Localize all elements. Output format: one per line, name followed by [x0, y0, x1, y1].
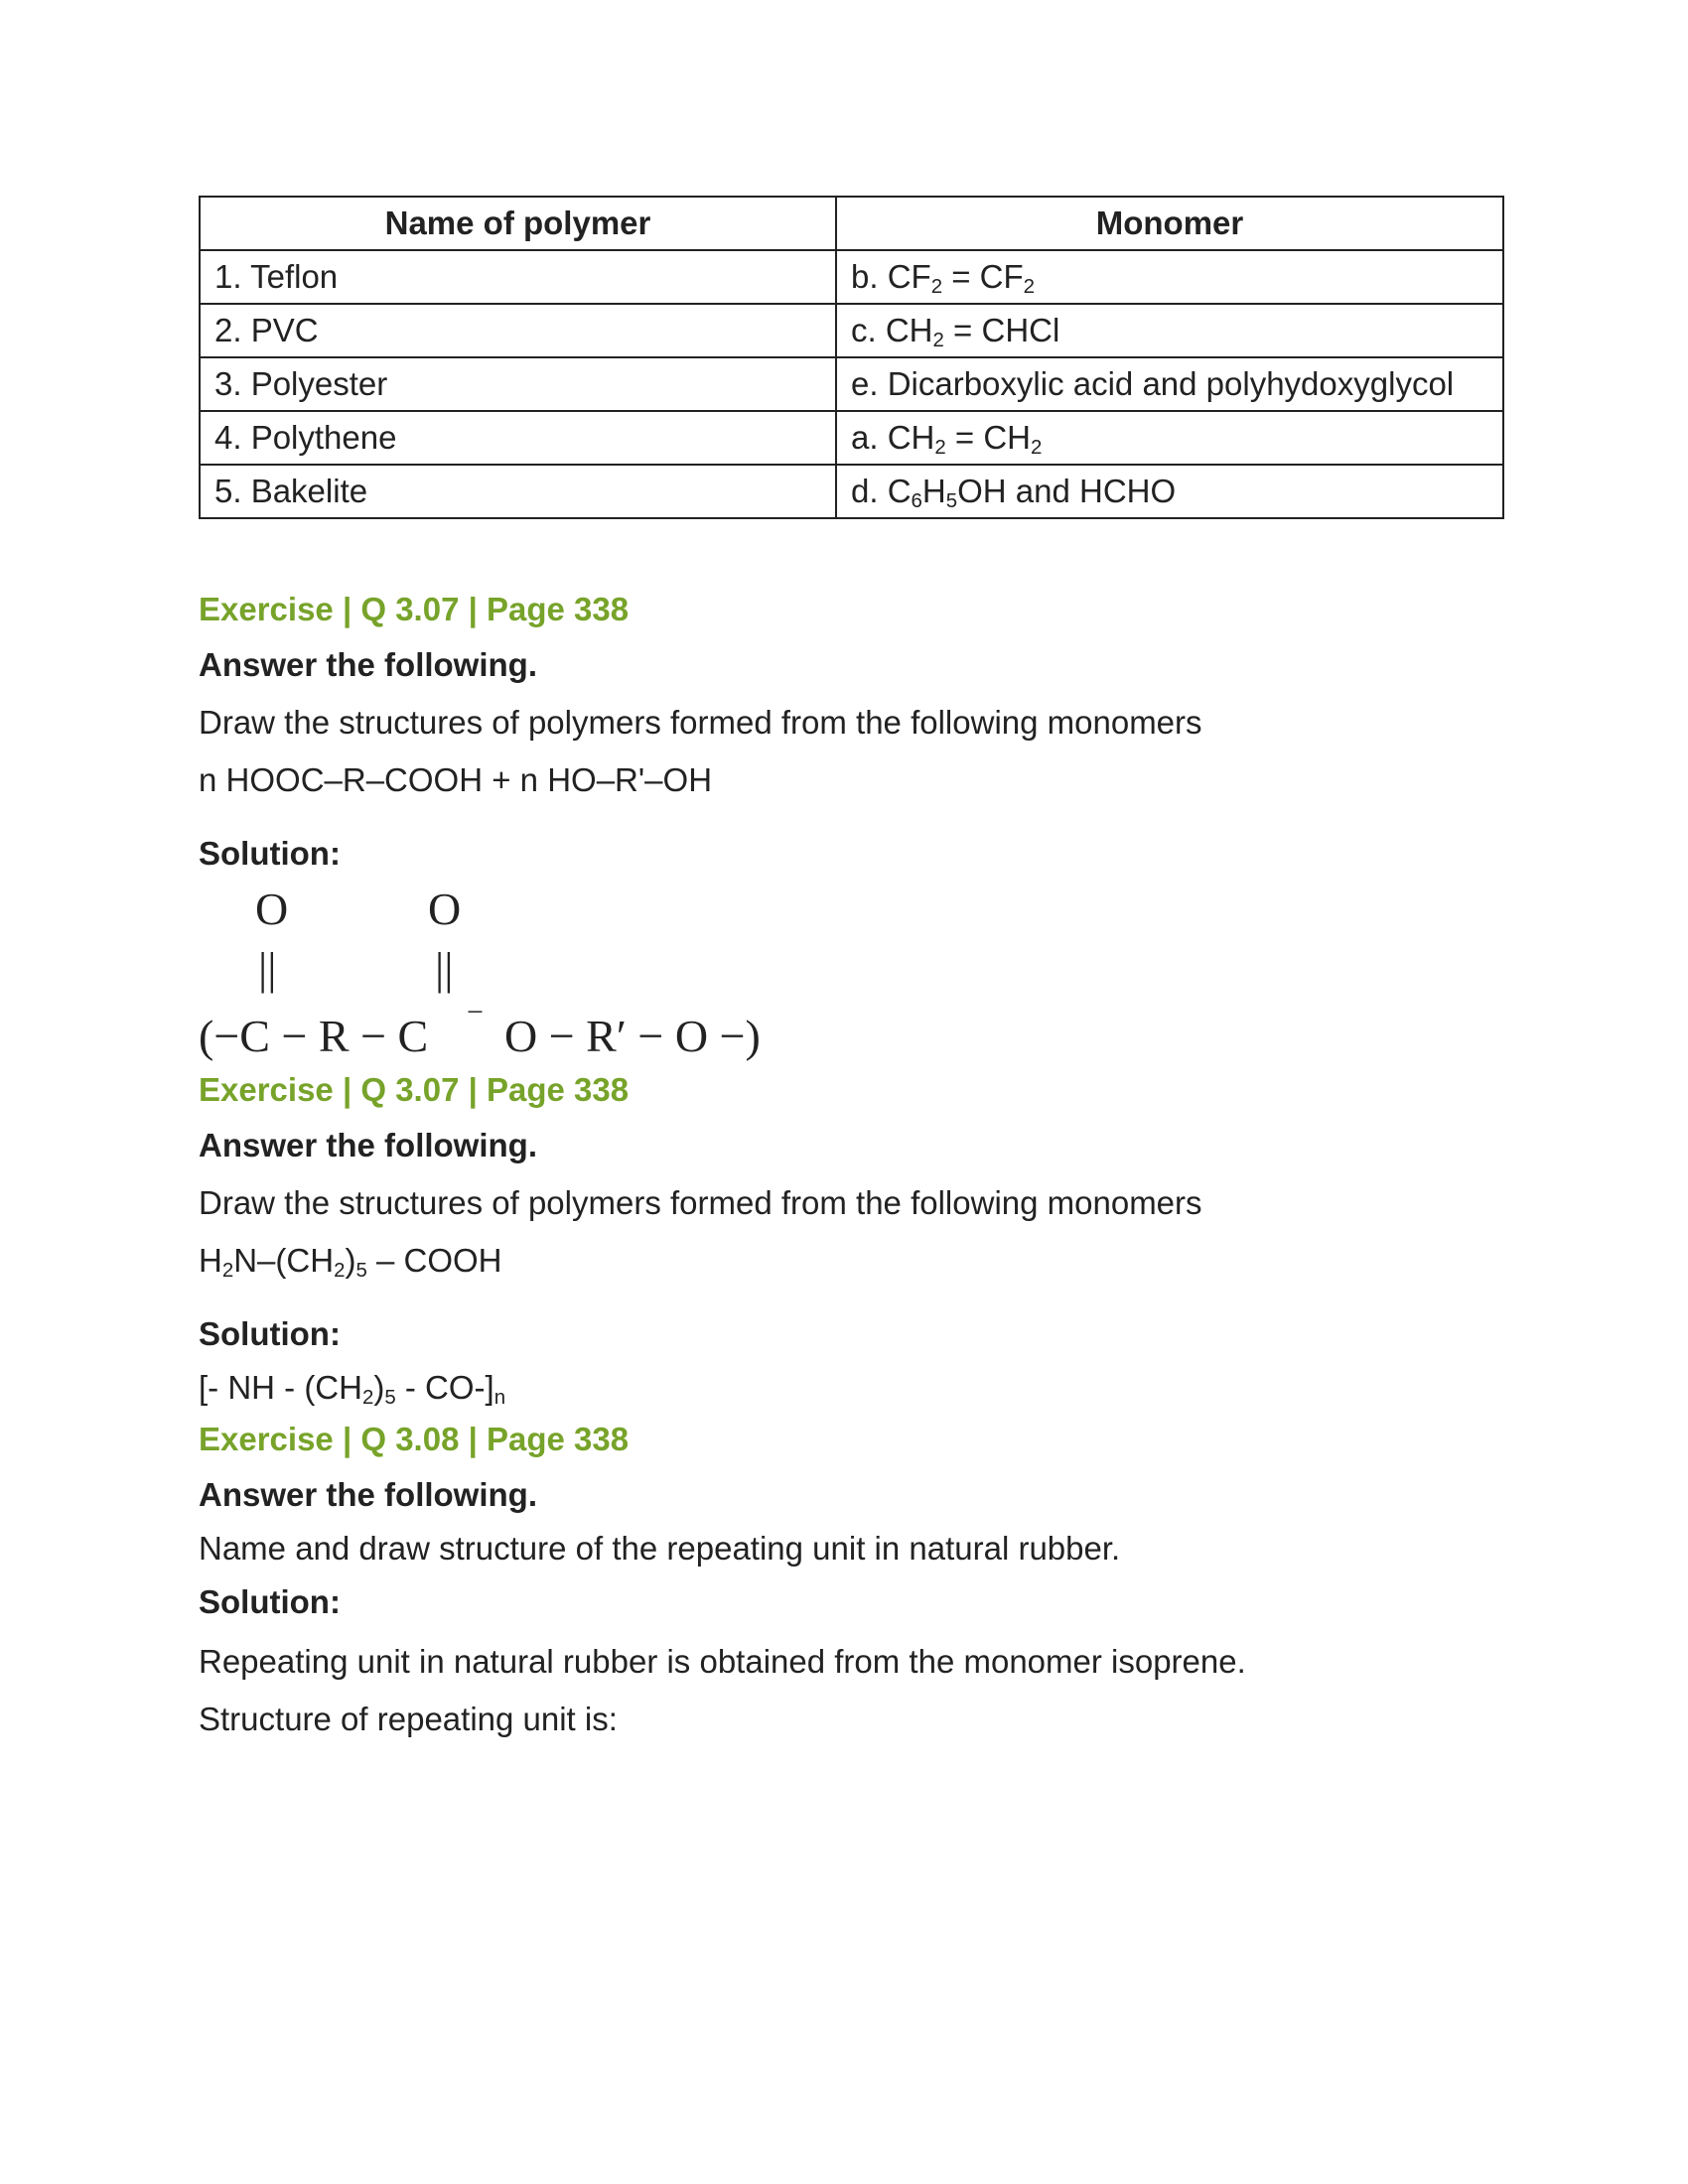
instruction: Answer the following. [199, 646, 538, 683]
table-header-row [200, 197, 1503, 250]
monomer-cell: c. $CH_2$ = CHCl [836, 304, 1503, 357]
solution-label: Solution: [199, 1315, 341, 1352]
question-text: Draw the structures of polymers formed from the following monomers [199, 1184, 1202, 1221]
exercise-question-1 [199, 591, 1504, 1071]
table-row [200, 465, 1503, 518]
column-header-polymer: Name of polymer [200, 197, 836, 250]
exercise-heading: Exercise | Q 3.07 | Page 338 [199, 1071, 630, 1108]
table-row [200, 304, 1503, 357]
column-header-monomer: Monomer [836, 197, 1503, 250]
exercise-question-3 [199, 1421, 1504, 1738]
structure-chain-rest: O − R′ − O −) [504, 1011, 761, 1061]
polymer-cell: 1. Teflon [200, 250, 836, 304]
carbonyl-oxygen-1: O [255, 884, 289, 934]
question-text: Draw the structures of polymers formed from the following monomers [199, 704, 1202, 741]
monomer-equation: n HOOC–R–COOH + n HO–R'–OH [199, 761, 713, 798]
double-bond-1: || [258, 943, 277, 994]
polyester-structure [199, 873, 834, 1071]
instruction: Answer the following. [199, 1127, 538, 1163]
monomer-cell: e. Dicarboxylic acid and polyhydoxyglycol [836, 357, 1503, 411]
structure-chain: (−C − R − C [199, 1011, 429, 1061]
solution-label: Solution: [199, 1583, 341, 1620]
solution-text: Repeating unit in natural rubber is obtained from the monomer isoprene. [199, 1643, 1246, 1680]
polymer-cell: 2. PVC [200, 304, 836, 357]
monomer-cell: d. $C_6H_5OH$ and HCHO [836, 465, 1503, 518]
monomer-cell: b. $CF_2 = CF_2$ [836, 250, 1503, 304]
solution-answer: [- NH - $(CH_2)_5 - CO-]_n$ [199, 1369, 506, 1410]
exercise-heading: Exercise | Q 3.08 | Page 338 [199, 1421, 630, 1457]
structure-minus-sign: − [467, 996, 484, 1028]
table-row [200, 357, 1503, 411]
carbonyl-oxygen-2: O [428, 884, 462, 934]
table-row [200, 411, 1503, 465]
solution-text: Structure of repeating unit is: [199, 1701, 618, 1737]
double-bond-2: || [435, 943, 454, 994]
exercise-heading: Exercise | Q 3.07 | Page 338 [199, 591, 630, 627]
question-text: Name and draw structure of the repeating unit in natural rubber. [199, 1530, 1121, 1567]
polymer-cell: 3. Polyester [200, 357, 836, 411]
exercise-question-2 [199, 1071, 1504, 1410]
monomer-cell: a. $CH_2 = CH_2$ [836, 411, 1503, 465]
monomer-formula: $H_2N-(CH_2)_5$ – COOH [199, 1242, 502, 1283]
table-row [200, 250, 1503, 304]
instruction: Answer the following. [199, 1476, 538, 1513]
polymer-cell: 5. Bakelite [200, 465, 836, 518]
solution-label: Solution: [199, 835, 341, 872]
page-content [199, 196, 1504, 1738]
polymer-monomer-table [199, 196, 1504, 519]
polymer-cell: 4. Polythene [200, 411, 836, 465]
